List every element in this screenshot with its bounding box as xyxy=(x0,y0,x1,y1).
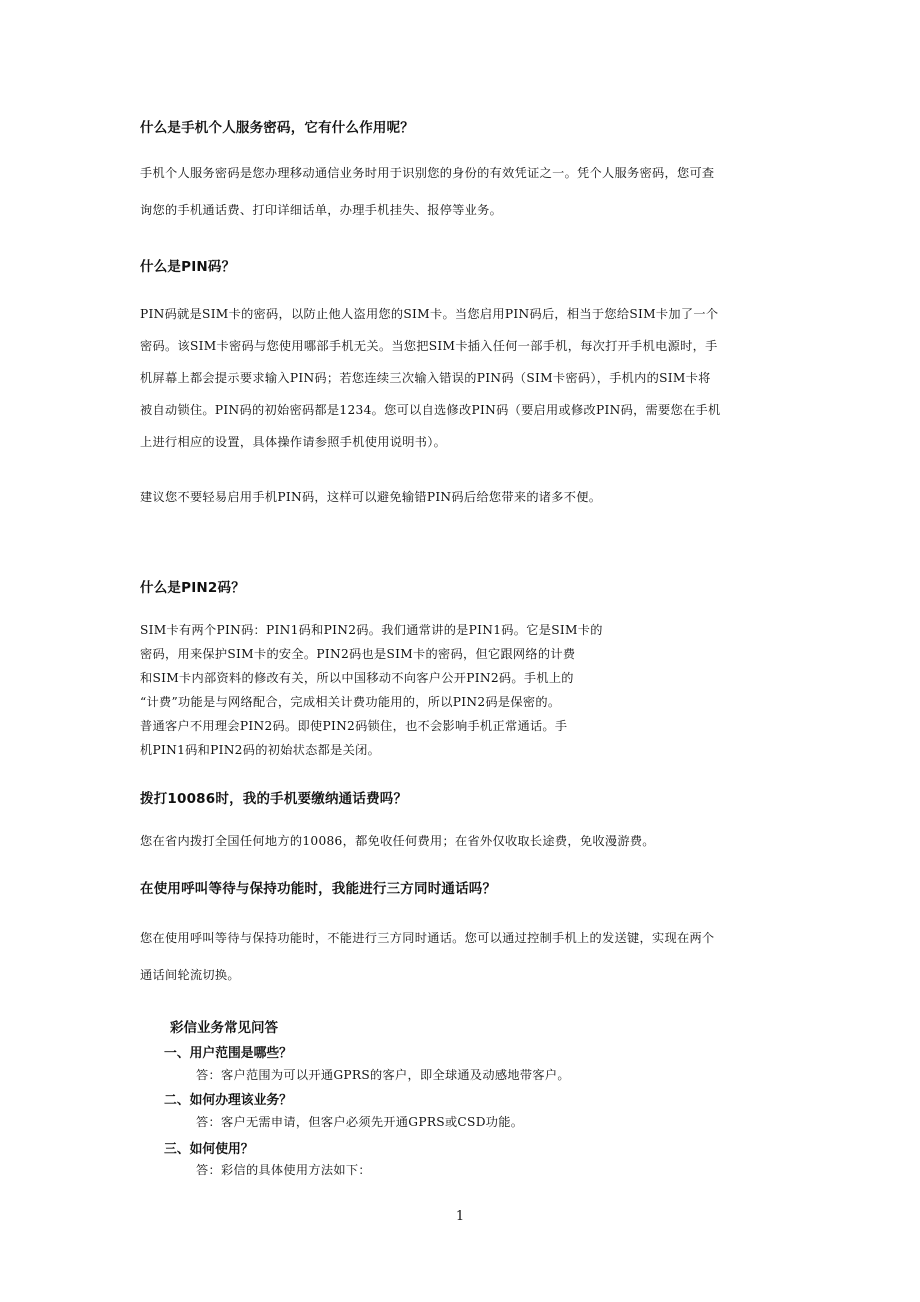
paragraph-service-password xyxy=(140,155,714,229)
faq-question: 二、如何办理该业务？ xyxy=(164,1093,292,1108)
text-line: 询您的手机通话费、打印详细话单，办理手机挂失、报停等业务。 xyxy=(140,203,503,217)
text-line: SIM卡有两个PIN码：PIN1码和PIN2码。我们通常讲的是PIN1码。它是SIM卡的 xyxy=(140,623,603,637)
text-line: PIN码就是SIM卡的密码，以防止他人盗用您的SIM卡。当您启用PIN码后，相当于您给SIM卡加了一个 xyxy=(140,307,719,321)
text-line: 密码，用来保护SIM卡的安全。PIN2码也是SIM卡的密码，但它跟网络的计费 xyxy=(140,647,576,661)
faq-question: 一、用户范围是哪些？ xyxy=(164,1046,292,1061)
text-line: 被自动锁住。PIN码的初始密码都是1234。您可以自选修改PIN码（要启用或修改PIN码，需要您在手机 xyxy=(140,403,721,417)
text-line: 机屏幕上都会提示要求输入PIN码；若您连续三次输入错误的PIN码（SIM卡密码），手机内的SIM卡将 xyxy=(140,371,711,385)
text-line: “计费”功能是与网络配合，完成相关计费功能用的，所以PIN2码是保密的。 xyxy=(140,695,561,709)
paragraph-pin-advice: 建议您不要轻易启用手机PIN码，这样可以避免输错PIN码后给您带来的诸多不便。 xyxy=(140,490,602,504)
faq-answer: 答：客户无需申请，但客户必须先开通GPRS或CSD功能。 xyxy=(196,1115,524,1129)
text-line: 和SIM卡内部资料的修改有关，所以中国移动不向客户公开PIN2码。手机上的 xyxy=(140,671,574,685)
faq-answer: 答：彩信的具体使用方法如下： xyxy=(196,1163,371,1177)
heading-10086-fee: 拨打10086时，我的手机要缴纳通话费吗？ xyxy=(140,791,408,807)
text-line: 上进行相应的设置，具体操作请参照手机使用说明书）。 xyxy=(140,435,447,449)
heading-call-waiting: 在使用呼叫等待与保持功能时，我能进行三方同时通话吗？ xyxy=(140,881,497,897)
faq-title: 彩信业务常见问答 xyxy=(170,1020,278,1036)
heading-pin2-code: 什么是PIN2码？ xyxy=(140,580,245,596)
paragraph-call-waiting xyxy=(140,920,714,994)
page-number: 1 xyxy=(455,1209,465,1224)
faq-question: 三、如何使用？ xyxy=(164,1142,254,1157)
text-line: 密码。该SIM卡密码与您使用哪部手机无关。当您把SIM卡插入任何一部手机，每次打开手机电源时，手 xyxy=(140,339,718,353)
paragraph-pin-code xyxy=(140,298,720,458)
paragraph-10086-fee: 您在省内拨打全国任何地方的10086，都免收任何费用；在省外仅收取长途费，免收漫游费。 xyxy=(140,834,655,848)
text-line: 通话间轮流切换。 xyxy=(140,968,240,982)
heading-pin-code: 什么是PIN码？ xyxy=(140,259,236,275)
text-line: 机PIN1码和PIN2码的初始状态都是关闭。 xyxy=(140,743,381,757)
faq-answer: 答：客户范围为可以开通GPRS的客户，即全球通及动感地带客户。 xyxy=(196,1068,570,1082)
text-line: 手机个人服务密码是您办理移动通信业务时用于识别您的身份的有效凭证之一。凭个人服务密码，您可查 xyxy=(140,166,715,180)
text-line: 您在使用呼叫等待与保持功能时，不能进行三方同时通话。您可以通过控制手机上的发送键，实现在两个 xyxy=(140,931,715,945)
heading-service-password: 什么是手机个人服务密码，它有什么作用呢？ xyxy=(140,120,414,136)
paragraph-pin2-code xyxy=(140,618,603,762)
text-line: 普通客户不用理会PIN2码。即使PIN2码锁住，也不会影响手机正常通话。手 xyxy=(140,719,568,733)
